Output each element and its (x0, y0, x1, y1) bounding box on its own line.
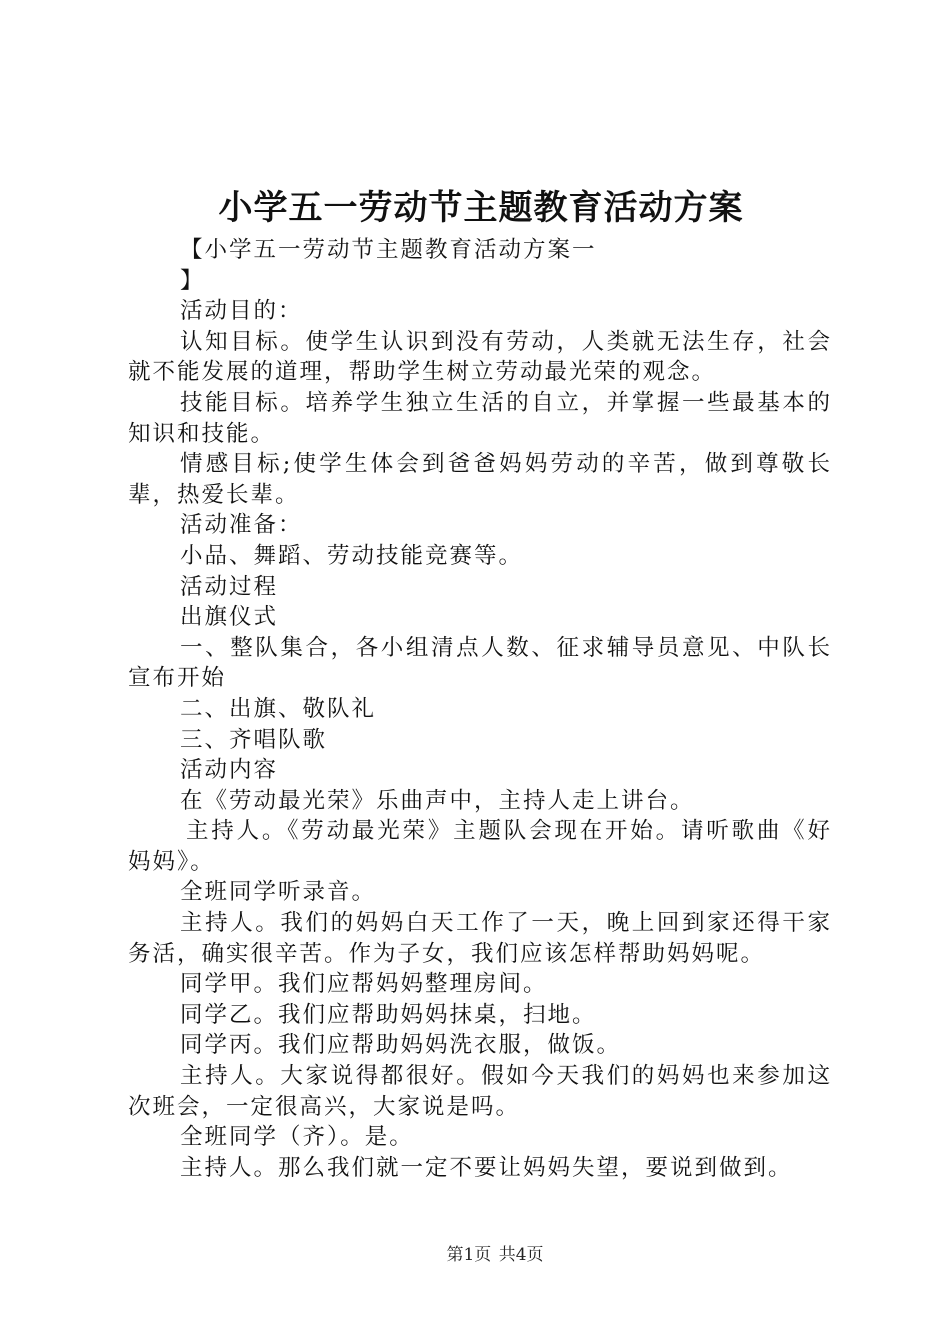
page-footer (0, 1244, 950, 1266)
document-body (128, 235, 832, 1183)
subtitle-line-1: 【小学五一劳动节主题教育活动方案一 (180, 237, 597, 263)
paragraph-student-a: 同学甲。我们应帮妈妈整理房间。 (180, 971, 548, 998)
subtitle-line-2: 】 (180, 267, 205, 294)
heading-flag-ceremony: 出旗仪式 (180, 604, 279, 631)
paragraph-host-closing: 主持人。那么我们就一定不要让妈妈失望，要说到做到。 (180, 1154, 793, 1181)
heading-activity-prep: 活动准备： (180, 512, 303, 539)
document-title: 小学五一劳动节主题教育活动方案 (218, 188, 744, 228)
paragraph-host-opening: 主持人。《劳动最光荣》主题队会现在开始。请听歌曲《好妈妈》。 (128, 818, 832, 875)
heading-activity-content: 活动内容 (180, 757, 279, 784)
paragraph-student-c: 同学丙。我们应帮助妈妈洗衣服，做饭。 (180, 1032, 622, 1059)
paragraph-host-praise: 主持人。大家说得都很好。假如今天我们的妈妈也来参加这次班会，一定很高兴，大家说是吗。 (128, 1063, 832, 1120)
paragraph-step-three: 三、齐唱队歌 (180, 726, 328, 753)
page-total: 共4页 (498, 1245, 544, 1265)
page-number: 第1页 (446, 1245, 492, 1265)
paragraph-class-reply: 全班同学（齐）。是。 (180, 1124, 414, 1151)
paragraph-student-b: 同学乙。我们应帮助妈妈抹桌，扫地。 (180, 1001, 597, 1028)
paragraph-host-question: 主持人。我们的妈妈白天工作了一天，晚上回到家还得干家务活，确实很辛苦。作为子女，我们应该怎样帮助妈妈呢。 (128, 910, 832, 967)
paragraph-step-one: 一、整队集合，各小组清点人数、征求辅导员意见、中队长宣布开始 (128, 634, 832, 692)
heading-activity-goal: 活动目的： (180, 298, 303, 325)
paragraph-listen-recording: 全班同学听录音。 (180, 879, 377, 906)
paragraph-step-two: 二、出旗、敬队礼 (180, 695, 377, 722)
paragraph-emotion-goal: 情感目标;使学生体会到爸爸妈妈劳动的辛苦，做到尊敬长辈，热爱长辈。 (128, 451, 832, 508)
paragraph-prep-items: 小品、舞蹈、劳动技能竞赛等。 (180, 542, 524, 569)
heading-activity-process: 活动过程 (180, 573, 279, 600)
paragraph-cognitive-goal: 认知目标。使学生认识到没有劳动，人类就无法生存，社会就不能发展的道理，帮助学生树立劳动最光荣的观念。 (128, 328, 832, 386)
paragraph-host-enters: 在《劳动最光荣》乐曲声中，主持人走上讲台。 (180, 787, 695, 814)
paragraph-skill-goal: 技能目标。培养学生独立生活的自立，并掌握一些最基本的知识和技能。 (128, 389, 832, 447)
